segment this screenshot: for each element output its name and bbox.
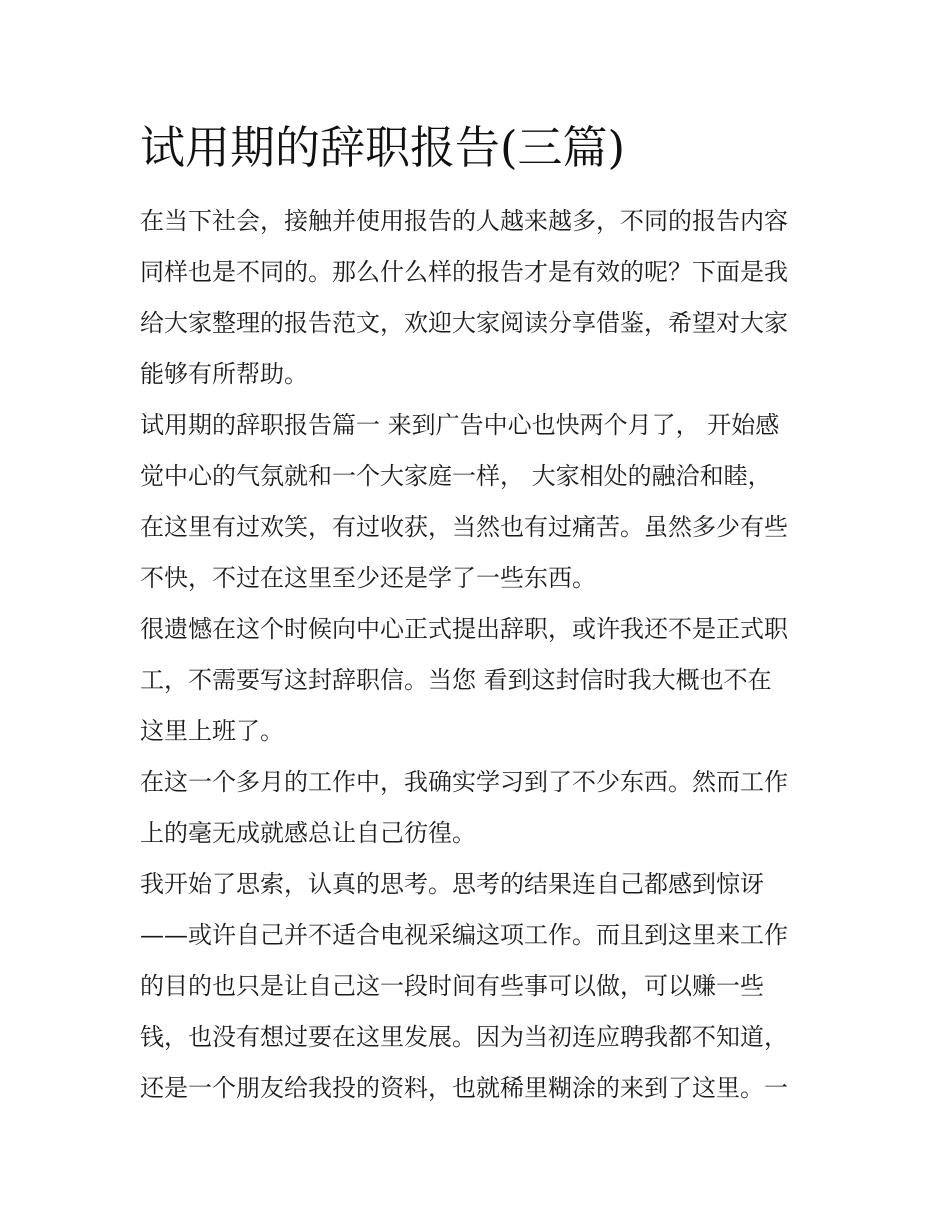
text-line: 在这里有过欢笑，有过收获，当然也有过痛苦。虽然多少有些	[140, 513, 788, 541]
text-line: 能够有所帮助。	[140, 360, 308, 388]
text-line: 的目的也只是让自己这一段时间有些事可以做，可以赚一些	[140, 972, 764, 1000]
text-line: 很遗憾在这个时候向中心正式提出辞职，或许我还不是正式职	[140, 615, 788, 643]
text-line: 这里上班了。	[140, 717, 284, 745]
text-line: 还是一个朋友给我投的资料，也就稀里糊涂的来到了这里。一	[140, 1074, 788, 1102]
text-line: 同样也是不同的。那么什么样的报告才是有效的呢？下面是我	[140, 258, 788, 286]
text-line: 在这一个多月的工作中，我确实学习到了不少东西。然而工作	[140, 768, 788, 796]
text-line: 不快，不过在这里至少还是学了一些东西。	[140, 564, 596, 592]
text-line: 在当下社会，接触并使用报告的人越来越多，不同的报告内容	[140, 207, 788, 235]
document-title: 试用期的辞职报告(三篇)	[140, 121, 626, 174]
text-line: 给大家整理的报告范文，欢迎大家阅读分享借鉴，希望对大家	[140, 309, 788, 337]
text-line: 我开始了思索，认真的思考。思考的结果连自己都感到惊讶	[140, 870, 764, 898]
text-line: 上的毫无成就感总让自己彷徨。	[140, 819, 476, 847]
text-line: 工，不需要写这封辞职信。当您 看到这封信时我大概也不在	[140, 666, 772, 694]
text-line: ——或许自己并不适合电视采编这项工作。而且到这里来工作	[140, 921, 788, 949]
text-line: 觉中心的气氛就和一个大家庭一样， 大家相处的融洽和睦，	[140, 462, 772, 490]
document-body	[140, 196, 820, 1114]
text-line: 钱，也没有想过要在这里发展。因为当初连应聘我都不知道，	[140, 1023, 788, 1051]
text-line: 试用期的辞职报告篇一 来到广告中心也快两个月了， 开始感	[140, 411, 780, 439]
